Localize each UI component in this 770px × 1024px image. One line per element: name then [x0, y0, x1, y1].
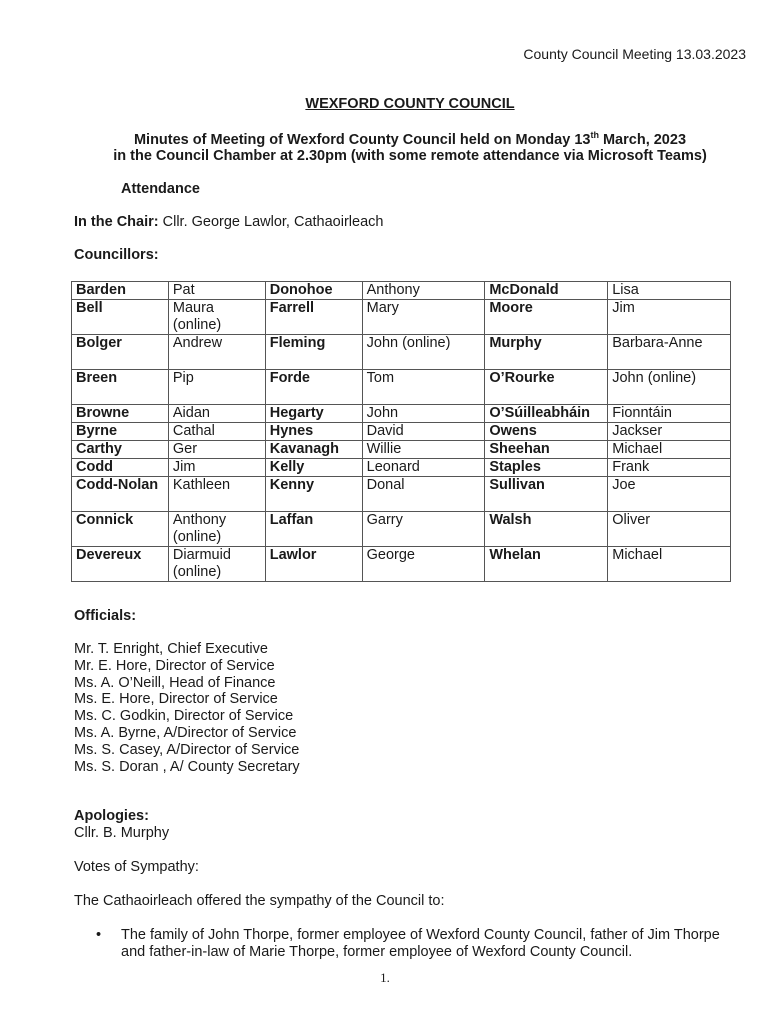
councillor-firstname: Willie [362, 441, 485, 459]
councillors-table [71, 281, 731, 582]
councillor-surname: Hynes [265, 423, 362, 441]
title-date-month: March, 2023 [598, 131, 687, 148]
councillor-surname: Browne [72, 405, 169, 423]
councillor-surname: Codd-Nolan [72, 477, 169, 512]
councillor-firstname: Mary [362, 300, 485, 335]
councillor-firstname: Frank [608, 459, 731, 477]
councillor-firstname: Oliver [608, 512, 731, 547]
official-entry: Ms. A. O’Neill, Head of Finance [74, 674, 276, 691]
chair-label: In the Chair: [74, 214, 159, 230]
councillor-row [72, 282, 731, 300]
official-entry: Ms. S. Casey, A/Director of Service [74, 741, 300, 758]
councillor-firstname: Andrew [168, 335, 265, 370]
councillor-surname: Whelan [485, 547, 608, 582]
officials-list [74, 641, 300, 775]
meeting-reference-header: County Council Meeting 13.03.2023 [523, 46, 746, 62]
councillor-surname: Sheehan [485, 441, 608, 459]
councillor-surname: Codd [72, 459, 169, 477]
councillor-firstname: Tom [362, 370, 485, 405]
councillor-firstname: George [362, 547, 485, 582]
councillor-surname: Farrell [265, 300, 362, 335]
councillor-surname: Forde [265, 370, 362, 405]
councillor-surname: Bell [72, 300, 169, 335]
title-date-suffix: th [590, 130, 599, 140]
councillor-firstname: Michael [608, 547, 731, 582]
councillor-firstname: John [362, 405, 485, 423]
councillor-firstname: Leonard [362, 459, 485, 477]
title-date-part: Minutes of Meeting of Wexford County Council held on Monday 13 [133, 131, 591, 148]
councillors-heading: Councillors: [74, 247, 159, 263]
councillor-row [72, 512, 731, 547]
councillor-surname: O’Rourke [485, 370, 608, 405]
official-entry: Ms. S. Doran , A/ County Secretary [74, 758, 300, 775]
minutes-title-line-2: in the Council Chamber at 2.30pm (with some remote attendance via Microsoft Teams) [113, 148, 707, 164]
councillor-surname: Donohoe [265, 282, 362, 300]
officials-heading: Officials: [74, 608, 137, 624]
councillor-firstname: John (online) [362, 335, 485, 370]
councillor-firstname: Jim [168, 459, 265, 477]
councillor-firstname: Jim [608, 300, 731, 335]
councillor-firstname: Garry [362, 512, 485, 547]
councillor-firstname: Jackser [608, 423, 731, 441]
councillor-row [72, 405, 731, 423]
councillor-surname: Staples [485, 459, 608, 477]
official-entry: Mr. T. Enright, Chief Executive [74, 641, 268, 657]
councillor-firstname: John (online) [608, 370, 731, 405]
official-entry: Ms. E. Hore, Director of Service [74, 691, 278, 708]
official-entry: Mr. E. Hore, Director of Service [74, 657, 275, 674]
councillor-row [72, 300, 731, 335]
minutes-title-line-1 [0, 130, 770, 148]
councillor-surname: Lawlor [265, 547, 362, 582]
councillor-surname: Walsh [485, 512, 608, 547]
page-number: 1. [380, 970, 390, 985]
councillor-surname: Byrne [72, 423, 169, 441]
sympathy-item: The family of John Thorpe, former employee of Wexford County Council, father of Jim Thorpe and father-in-law of Marie Thorpe, former employee of Wexford County Council. [121, 927, 720, 960]
councillor-surname: McDonald [485, 282, 608, 300]
councillor-surname: Murphy [485, 335, 608, 370]
councillor-firstname: Cathal [168, 423, 265, 441]
councillor-surname: Moore [485, 300, 608, 335]
councillor-surname: Sullivan [485, 477, 608, 512]
councillor-surname: Carthy [72, 441, 169, 459]
chair-value: Cllr. George Lawlor, Cathaoirleach [158, 214, 384, 230]
sympathy-intro: The Cathaoirleach offered the sympathy of the Council to: [74, 893, 445, 909]
councillor-surname: Owens [485, 423, 608, 441]
councillor-firstname: Anthony [362, 282, 485, 300]
official-entry: Ms. A. Byrne, A/Director of Service [74, 724, 297, 741]
councillor-row [72, 441, 731, 459]
councillor-firstname: Maura (online) [168, 300, 265, 335]
councillor-surname: Hegarty [265, 405, 362, 423]
councillor-surname: Fleming [265, 335, 362, 370]
councillor-surname: Devereux [72, 547, 169, 582]
apologies-heading: Apologies: [74, 808, 149, 824]
councillor-firstname: Donal [362, 477, 485, 512]
councillor-firstname: Lisa [608, 282, 731, 300]
councillor-row [72, 477, 731, 512]
councillor-firstname: Joe [608, 477, 731, 512]
councillor-row [72, 335, 731, 370]
councillor-firstname: Fionntáin [608, 405, 731, 423]
councillor-surname: Bolger [72, 335, 169, 370]
organisation-title: WEXFORD COUNTY COUNCIL [305, 96, 515, 112]
councillor-firstname: Diarmuid (online) [168, 547, 265, 582]
councillor-surname: Barden [72, 282, 169, 300]
councillor-firstname: Ger [168, 441, 265, 459]
councillor-row [72, 459, 731, 477]
councillor-row [72, 547, 731, 582]
councillor-surname: Kenny [265, 477, 362, 512]
votes-of-sympathy-heading: Votes of Sympathy: [74, 859, 199, 875]
bullet-icon: • [96, 927, 102, 943]
councillor-firstname: Aidan [168, 405, 265, 423]
councillor-surname: Connick [72, 512, 169, 547]
official-entry: Ms. C. Godkin, Director of Service [74, 708, 294, 725]
councillor-firstname: Michael [608, 441, 731, 459]
chair-line [74, 214, 383, 230]
councillor-firstname: Pip [168, 370, 265, 405]
councillor-firstname: Anthony (online) [168, 512, 265, 547]
councillor-firstname: Kathleen [168, 477, 265, 512]
councillor-row [72, 423, 731, 441]
councillor-surname: Laffan [265, 512, 362, 547]
councillor-firstname: Barbara-Anne [608, 335, 731, 370]
councillor-surname: O’Súilleabháin [485, 405, 608, 423]
councillor-surname: Kelly [265, 459, 362, 477]
councillor-surname: Breen [72, 370, 169, 405]
councillor-firstname: Pat [168, 282, 265, 300]
councillor-surname: Kavanagh [265, 441, 362, 459]
councillor-firstname: David [362, 423, 485, 441]
apologies-text: Cllr. B. Murphy [74, 825, 170, 841]
councillor-row [72, 370, 731, 405]
attendance-heading: Attendance [121, 181, 200, 197]
